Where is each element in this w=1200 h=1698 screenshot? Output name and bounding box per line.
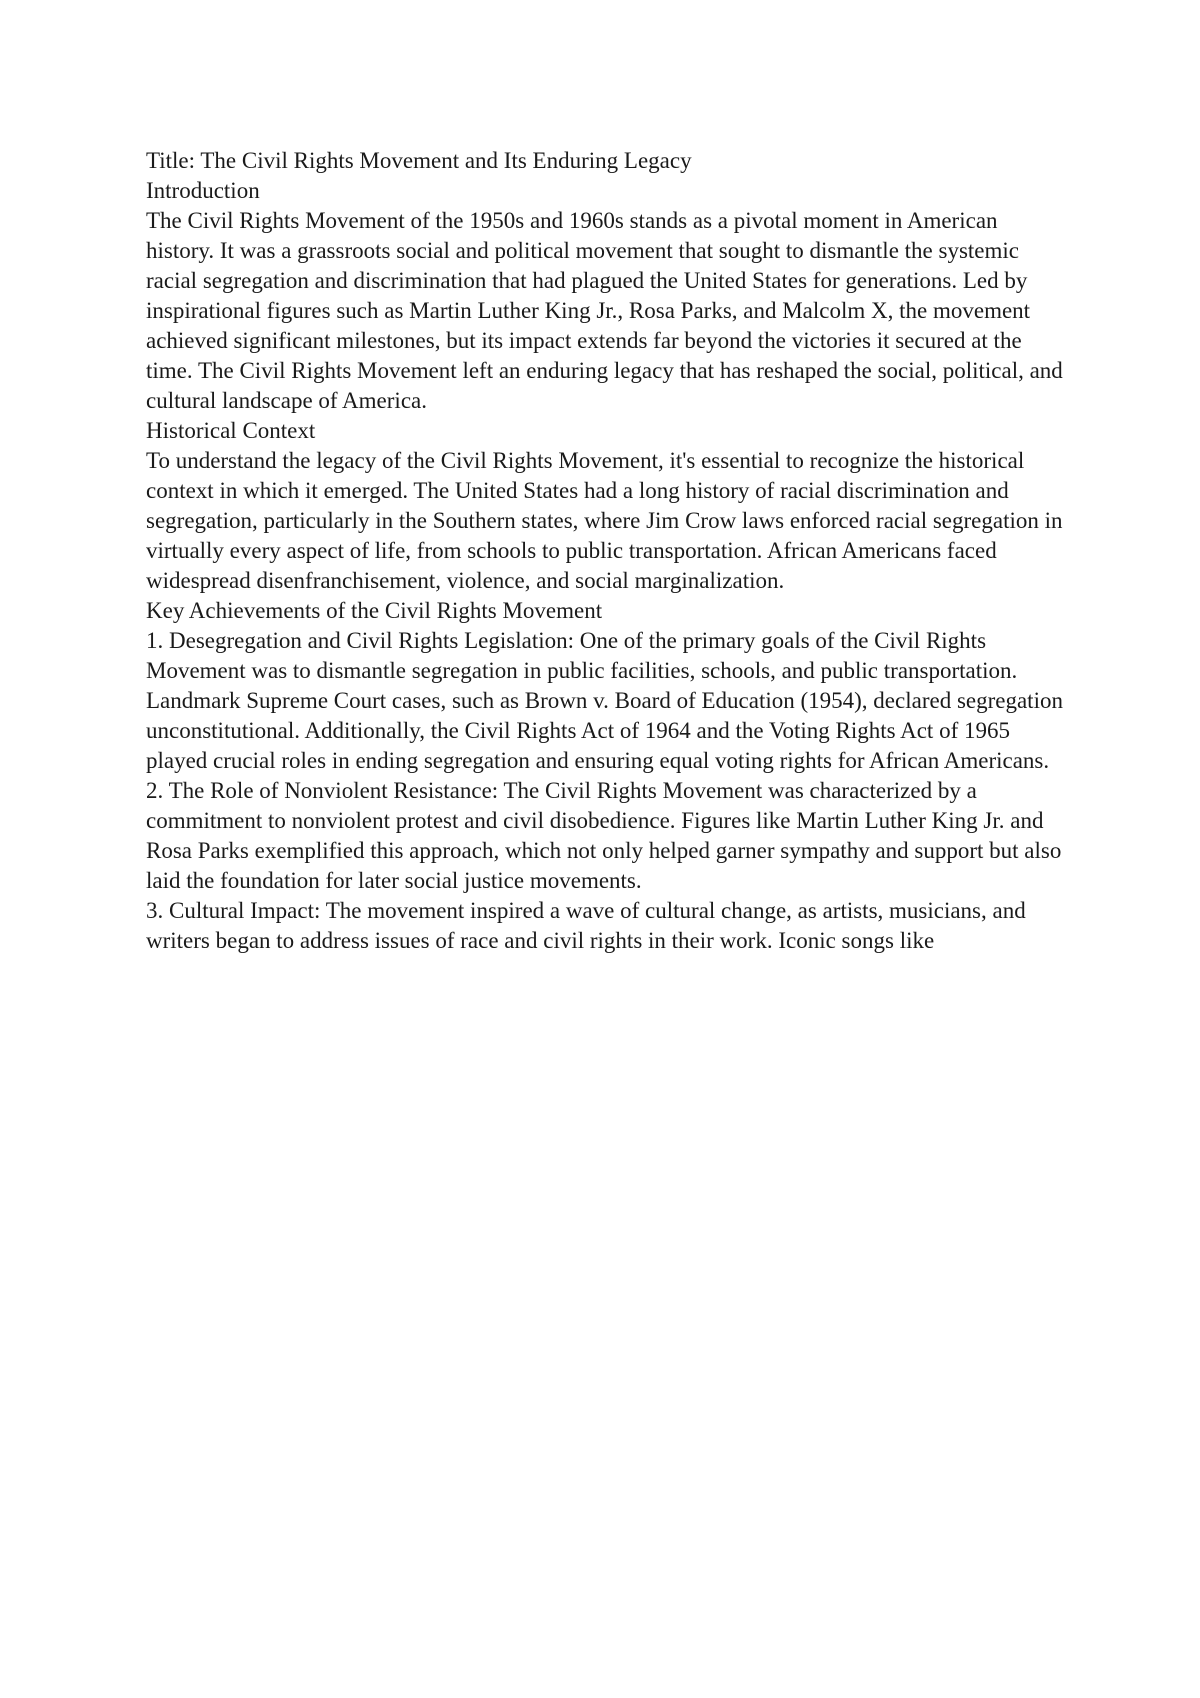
- achievement-item-3: 3. Cultural Impact: The movement inspired a wave of cultural change, as artists, musicians, and writers began to address issues of race and civil rights in their work. Iconic songs like: [146, 898, 1026, 953]
- achievement-item-2: 2. The Role of Nonviolent Resistance: The Civil Rights Movement was characterized by a commitment to nonviolent protest and civil disobedience. Figures like Martin Luther King Jr. and Rosa Parks exemplified this approach, which not only helped garner sympathy and support but also laid the foundation for later social justice movements.: [146, 778, 1062, 893]
- section-heading-key-achievements: Key Achievements of the Civil Rights Movement: [146, 598, 603, 623]
- introduction-paragraph: The Civil Rights Movement of the 1950s and 1960s stands as a pivotal moment in American history. It was a grassroots social and political movement that sought to dismantle the systemic racial segregation and discrimination that had plagued the United States for generations. Led by inspirational figures such as Martin Luther King Jr., Rosa Parks, and Malcolm X, the movement achieved significant milestones, but its impact extends far beyond the victories it secured at the time. The Civil Rights Movement left an enduring legacy that has reshaped the social, political, and cultural landscape of America.: [146, 208, 1063, 413]
- document-body: [146, 146, 1066, 956]
- section-heading-historical-context: Historical Context: [146, 418, 316, 443]
- section-heading-introduction: Introduction: [146, 178, 260, 203]
- historical-context-paragraph: To understand the legacy of the Civil Rights Movement, it's essential to recognize the historical context in which it emerged. The United States had a long history of racial discrimination and segregation, particularly in the Southern states, where Jim Crow laws enforced racial segregation in virtually every aspect of life, from schools to public transportation. African Americans faced widespread disenfranchisement, violence, and social marginalization.: [146, 448, 1063, 593]
- document-title: Title: The Civil Rights Movement and Its Enduring Legacy: [146, 148, 692, 173]
- achievement-item-1: 1. Desegregation and Civil Rights Legislation: One of the primary goals of the Civil Rights Movement was to dismantle segregation in public facilities, schools, and public transportation. Landmark Supreme Court cases, such as Brown v. Board of Education (1954), declared segregation unconstitutional. Additionally, the Civil Rights Act of 1964 and the Voting Rights Act of 1965 played crucial roles in ending segregation and ensuring equal voting rights for African Americans.: [146, 628, 1063, 773]
